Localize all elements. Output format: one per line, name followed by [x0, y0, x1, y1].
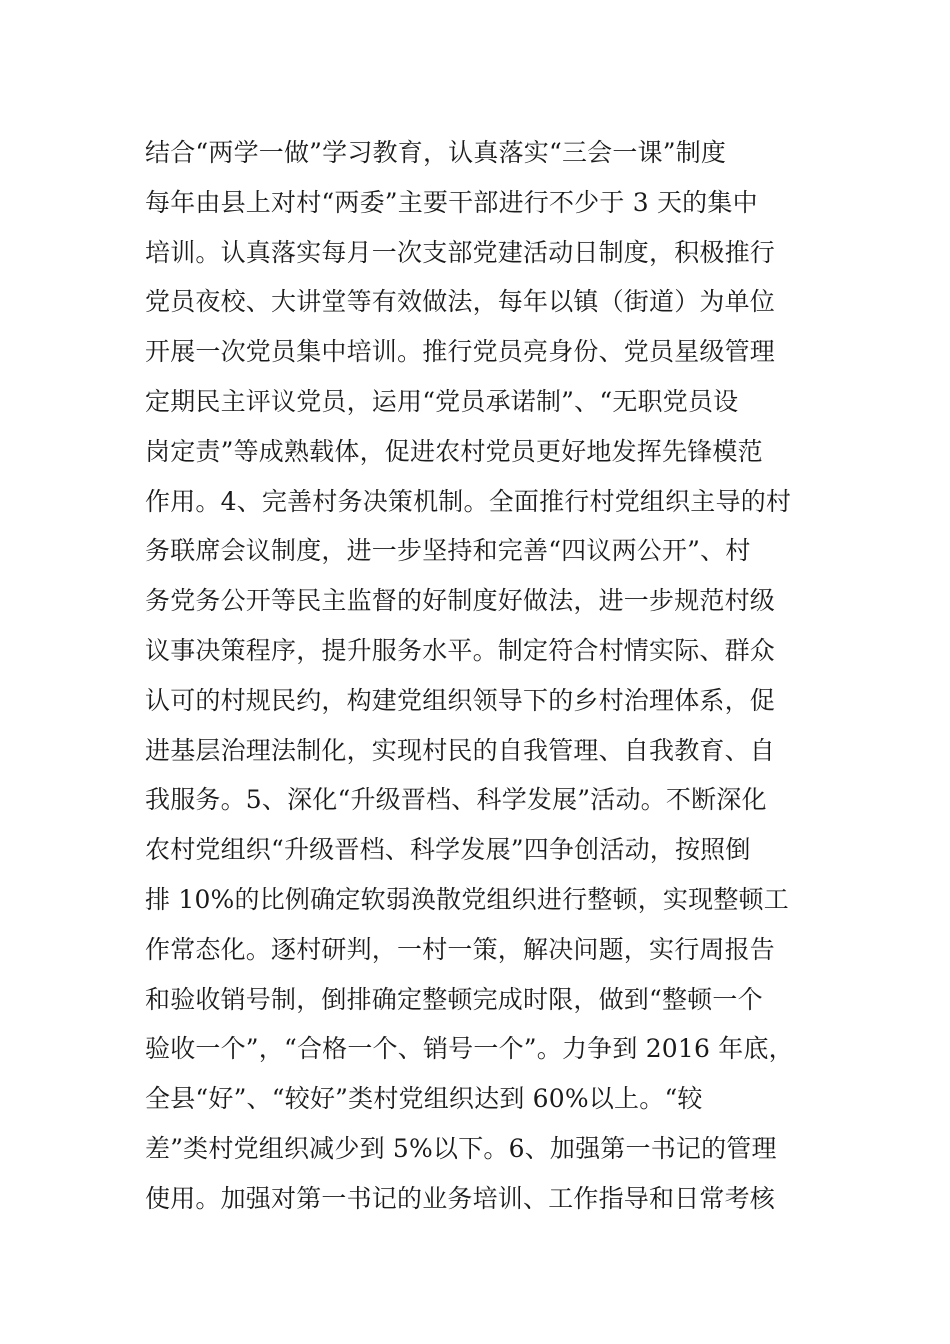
body-text [145, 128, 835, 1224]
text-line: 排 10%的比例确定软弱涣散党组织进行整顿，实现整顿工 [145, 884, 789, 914]
text-line: 我服务。5、深化“升级晋档、科学发展”活动。不断深化 [145, 785, 767, 815]
text-line: 进基层治理法制化，实现村民的自我管理、自我教育、自 [145, 735, 776, 765]
text-line: 认可的村规民约，构建党组织领导下的乡村治理体系，促 [145, 685, 776, 715]
text-line: 全县“好”、“较好”类村党组织达到 60%以上。“较 [145, 1084, 703, 1114]
text-line: 议事决策程序，提升服务水平。制定符合村情实际、群众 [145, 635, 776, 665]
text-line: 每年由县上对村“两委”主要干部进行不少于 3 天的集中 [145, 187, 758, 217]
text-line: 党员夜校、大讲堂等有效做法，每年以镇（街道）为单位 [145, 287, 776, 317]
text-line: 培训。认真落实每月一次支部党建活动日制度，积极推行 [145, 237, 776, 267]
text-line: 结合“两学一做”学习教育，认真落实“三会一课”制度 [145, 138, 727, 167]
text-line: 使用。加强对第一书记的业务培训、工作指导和日常考核 [145, 1183, 776, 1213]
text-line: 务党务公开等民主监督的好制度好做法，进一步规范村级 [145, 586, 776, 616]
text-line: 和验收销号制，倒排确定整顿完成时限，做到“整顿一个 [145, 984, 763, 1014]
text-line: 定期民主评议党员，运用“党员承诺制”、“无职党员设 [145, 386, 739, 416]
text-line: 作用。4、完善村务决策机制。全面推行村党组织主导的村 [145, 486, 792, 516]
text-line: 岗定责”等成熟载体，促进农村党员更好地发挥先锋模范 [145, 436, 763, 466]
text-line: 务联席会议制度，进一步坚持和完善“四议两公开”、村 [145, 536, 751, 566]
text-line: 作常态化。逐村研判，一村一策，解决问题，实行周报告 [145, 934, 776, 964]
text-line: 验收一个”，“合格一个、销号一个”。力争到 2016 年底， [145, 1034, 794, 1064]
text-line: 农村党组织“升级晋档、科学发展”四争创活动，按照倒 [145, 835, 751, 865]
text-line: 差”类村党组织减少到 5%以下。6、加强第一书记的管理 [145, 1133, 777, 1163]
text-line: 开展一次党员集中培训。推行党员亮身份、党员星级管理 [145, 337, 776, 367]
